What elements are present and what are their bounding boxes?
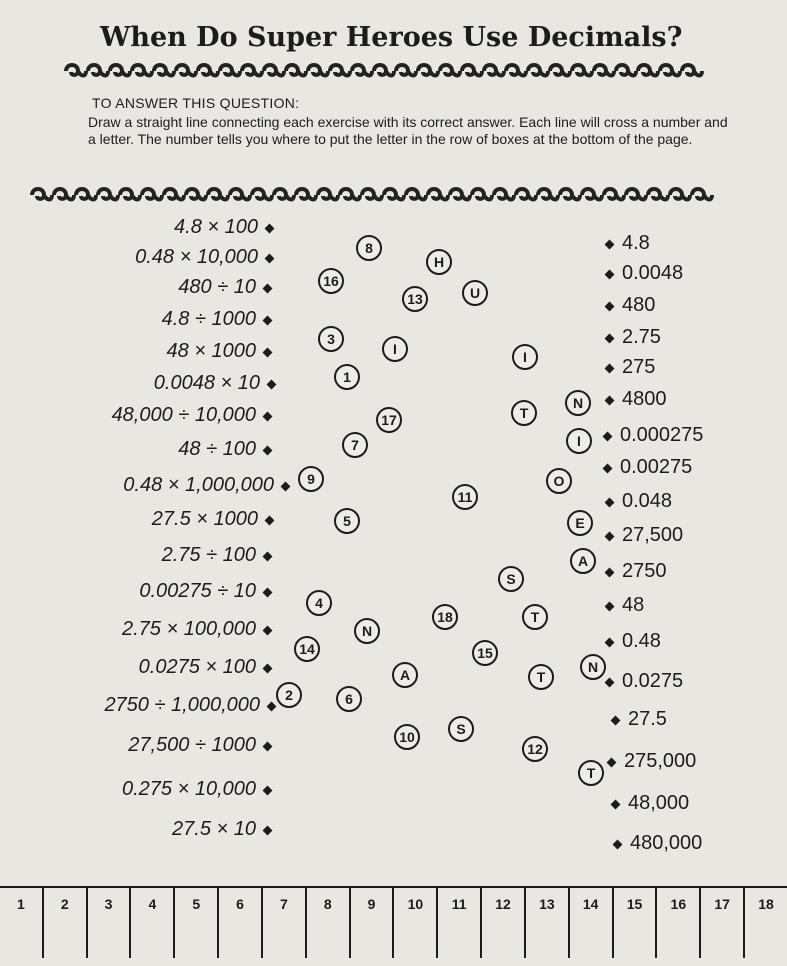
circled-marker: 10	[394, 724, 420, 750]
circled-marker: H	[426, 249, 452, 275]
exercise-dot	[263, 348, 273, 358]
answer-box-number: 1	[17, 896, 25, 912]
exercise-dot	[263, 412, 273, 422]
answer-box[interactable]	[175, 888, 219, 958]
circled-marker: 9	[298, 466, 324, 492]
decorative-border-top	[64, 62, 714, 80]
answer-item: 0.48	[622, 630, 661, 652]
exercise-dot	[265, 254, 275, 264]
answer-box-number: 15	[626, 896, 643, 912]
answer-box-number: 3	[104, 896, 113, 912]
answer-item: 48	[622, 594, 645, 616]
exercise-item: 4.8 × 100	[174, 216, 258, 238]
answer-box[interactable]	[88, 888, 132, 958]
exercise-item: 2.75 ÷ 100	[161, 544, 256, 566]
exercise-dot	[263, 284, 273, 294]
circled-marker: 18	[432, 604, 458, 630]
exercise-item: 480 ÷ 10	[178, 276, 256, 298]
exercise-dot	[263, 552, 273, 562]
exercise-dot	[263, 826, 273, 836]
exercise-item: 0.0275 × 100	[138, 656, 256, 678]
answer-box[interactable]	[701, 888, 745, 958]
answer-item: 48,000	[628, 792, 690, 814]
exercise-dot	[265, 224, 275, 234]
exercise-item: 2.75 × 100,000	[121, 618, 256, 640]
exercise-item: 27,500 ÷ 1000	[128, 734, 256, 756]
answer-item: 0.0048	[622, 262, 684, 284]
answer-box[interactable]	[219, 888, 263, 958]
answer-item: 27,500	[622, 524, 684, 546]
answer-box-number: 14	[582, 896, 599, 912]
answer-item: 4.8	[622, 232, 650, 254]
answer-box-number: 4	[148, 896, 157, 912]
answer-box[interactable]	[657, 888, 701, 958]
answer-item: 27.5	[628, 708, 667, 730]
circled-marker: 14	[294, 636, 320, 662]
answer-dot	[605, 568, 615, 578]
answer-item: 480	[622, 294, 656, 316]
answer-item: 0.000275	[620, 424, 704, 446]
exercise-item: 27.5 × 10	[172, 818, 256, 840]
answer-box-number: 8	[323, 896, 332, 912]
circled-marker: S	[448, 716, 474, 742]
circled-marker: T	[511, 400, 537, 426]
answer-item: 2.75	[622, 326, 661, 348]
answer-item: 480,000	[630, 832, 703, 854]
answer-box-number: 5	[192, 896, 201, 912]
answer-dot	[611, 716, 621, 726]
answer-box-number: 7	[279, 896, 288, 912]
instructions: Draw a straight line connecting each exercise with its correct answer. Each line will cross a number and a letter. The number tells you where to put the letter in the row of boxes at the bottom of the page.	[88, 114, 728, 147]
exercise-item: 4.8 ÷ 1000	[161, 308, 256, 330]
answer-dot	[605, 532, 615, 542]
answer-item: 0.048	[622, 490, 673, 512]
circled-marker: 3	[318, 326, 344, 352]
exercise-dot	[263, 664, 273, 674]
answer-box[interactable]	[307, 888, 351, 958]
circled-marker: 2	[276, 682, 302, 708]
circled-marker: 8	[356, 235, 382, 261]
circled-marker: I	[512, 344, 538, 370]
exercise-dot	[267, 702, 277, 712]
answer-dot	[613, 840, 623, 850]
exercise-item: 2750 ÷ 1,000,000	[104, 694, 260, 716]
circled-marker: 12	[522, 736, 548, 762]
answer-box[interactable]	[263, 888, 307, 958]
answer-box[interactable]	[526, 888, 570, 958]
answer-box[interactable]	[0, 888, 44, 958]
answer-box[interactable]	[351, 888, 395, 958]
question-label: TO ANSWER THIS QUESTION:	[92, 95, 300, 111]
answer-dot	[605, 270, 615, 280]
circled-marker: T	[528, 664, 554, 690]
circled-marker: A	[570, 548, 596, 574]
circled-marker: T	[522, 604, 548, 630]
answer-box[interactable]	[745, 888, 787, 958]
exercise-item: 0.275 × 10,000	[121, 778, 256, 800]
answer-box-number: 2	[60, 896, 69, 912]
circled-marker: U	[462, 280, 488, 306]
circled-marker: N	[565, 390, 591, 416]
circled-marker: S	[498, 566, 524, 592]
answer-box-number: 17	[714, 896, 730, 912]
circled-marker: O	[546, 468, 572, 494]
answer-dot	[611, 800, 621, 810]
answer-box[interactable]	[394, 888, 438, 958]
circled-marker: E	[567, 510, 593, 536]
exercise-dot	[281, 482, 291, 492]
answer-dot	[607, 758, 617, 768]
exercise-item: 0.00275 ÷ 10	[139, 580, 256, 602]
answer-box-number: 6	[236, 896, 244, 912]
answer-box-number: 11	[451, 896, 467, 912]
exercise-dot	[263, 588, 273, 598]
answer-item: 4800	[622, 388, 667, 410]
exercise-item: 48 × 1000	[166, 340, 256, 362]
exercise-dot	[263, 786, 273, 796]
exercise-item: 0.48 × 1,000,000	[123, 474, 274, 496]
exercise-item: 0.0048 × 10	[153, 372, 260, 394]
exercise-dot	[263, 446, 273, 456]
answer-dot	[605, 364, 615, 374]
exercise-dot	[265, 516, 275, 526]
exercise-dot	[263, 316, 273, 326]
exercise-item: 48,000 ÷ 10,000	[111, 404, 256, 426]
answer-item: 2750	[622, 560, 667, 582]
circled-marker: 13	[402, 286, 428, 312]
circled-marker: 4	[306, 590, 332, 616]
answer-box-number: 9	[367, 896, 376, 912]
exercise-item: 48 ÷ 100	[178, 438, 256, 460]
exercise-dot	[267, 380, 277, 390]
circled-marker: 5	[334, 508, 360, 534]
answer-box-number: 16	[670, 896, 687, 912]
answer-dot	[605, 334, 615, 344]
circled-marker: 16	[318, 268, 344, 294]
circled-marker: I	[382, 336, 408, 362]
answer-dot	[603, 464, 613, 474]
circled-marker: 7	[342, 432, 368, 458]
circled-marker: 1	[334, 364, 360, 390]
answer-box[interactable]	[44, 888, 88, 958]
answer-dot	[605, 396, 615, 406]
circled-marker: N	[580, 654, 606, 680]
exercise-item: 27.5 × 1000	[151, 508, 258, 530]
page-title: When Do Super Heroes Use Decimals?	[100, 22, 683, 53]
answer-box[interactable]	[438, 888, 482, 958]
answer-item: 275	[622, 356, 656, 378]
exercise-dot	[263, 742, 273, 752]
answer-box-number: 13	[539, 896, 555, 912]
exercise-item: 0.48 × 10,000	[135, 246, 258, 268]
answer-dot	[605, 240, 615, 250]
circled-marker: 11	[452, 484, 478, 510]
answer-dot	[605, 498, 615, 508]
circled-marker: 15	[472, 640, 498, 666]
answer-box[interactable]	[570, 888, 614, 958]
answer-box-number: 18	[758, 896, 774, 912]
answer-item: 275,000	[624, 750, 697, 772]
answer-box-number: 12	[495, 896, 511, 912]
answer-box[interactable]	[482, 888, 526, 958]
answer-dot	[605, 638, 615, 648]
circled-marker: 6	[336, 686, 362, 712]
answer-box-row	[0, 886, 787, 958]
answer-box-number: 10	[407, 896, 424, 912]
circled-marker: A	[392, 662, 418, 688]
circled-marker: T	[578, 760, 604, 786]
decorative-border-middle	[30, 186, 720, 204]
answer-dot	[605, 302, 615, 312]
answer-dot	[605, 678, 615, 688]
answer-dot	[605, 602, 615, 612]
circled-marker: 17	[376, 407, 402, 433]
circled-marker: N	[354, 618, 380, 644]
answer-box[interactable]	[614, 888, 658, 958]
answer-item: 0.00275	[620, 456, 693, 478]
answer-dot	[603, 432, 613, 442]
exercise-dot	[263, 626, 273, 636]
circled-marker: I	[566, 428, 592, 454]
answer-item: 0.0275	[622, 670, 684, 692]
answer-box[interactable]	[131, 888, 175, 958]
